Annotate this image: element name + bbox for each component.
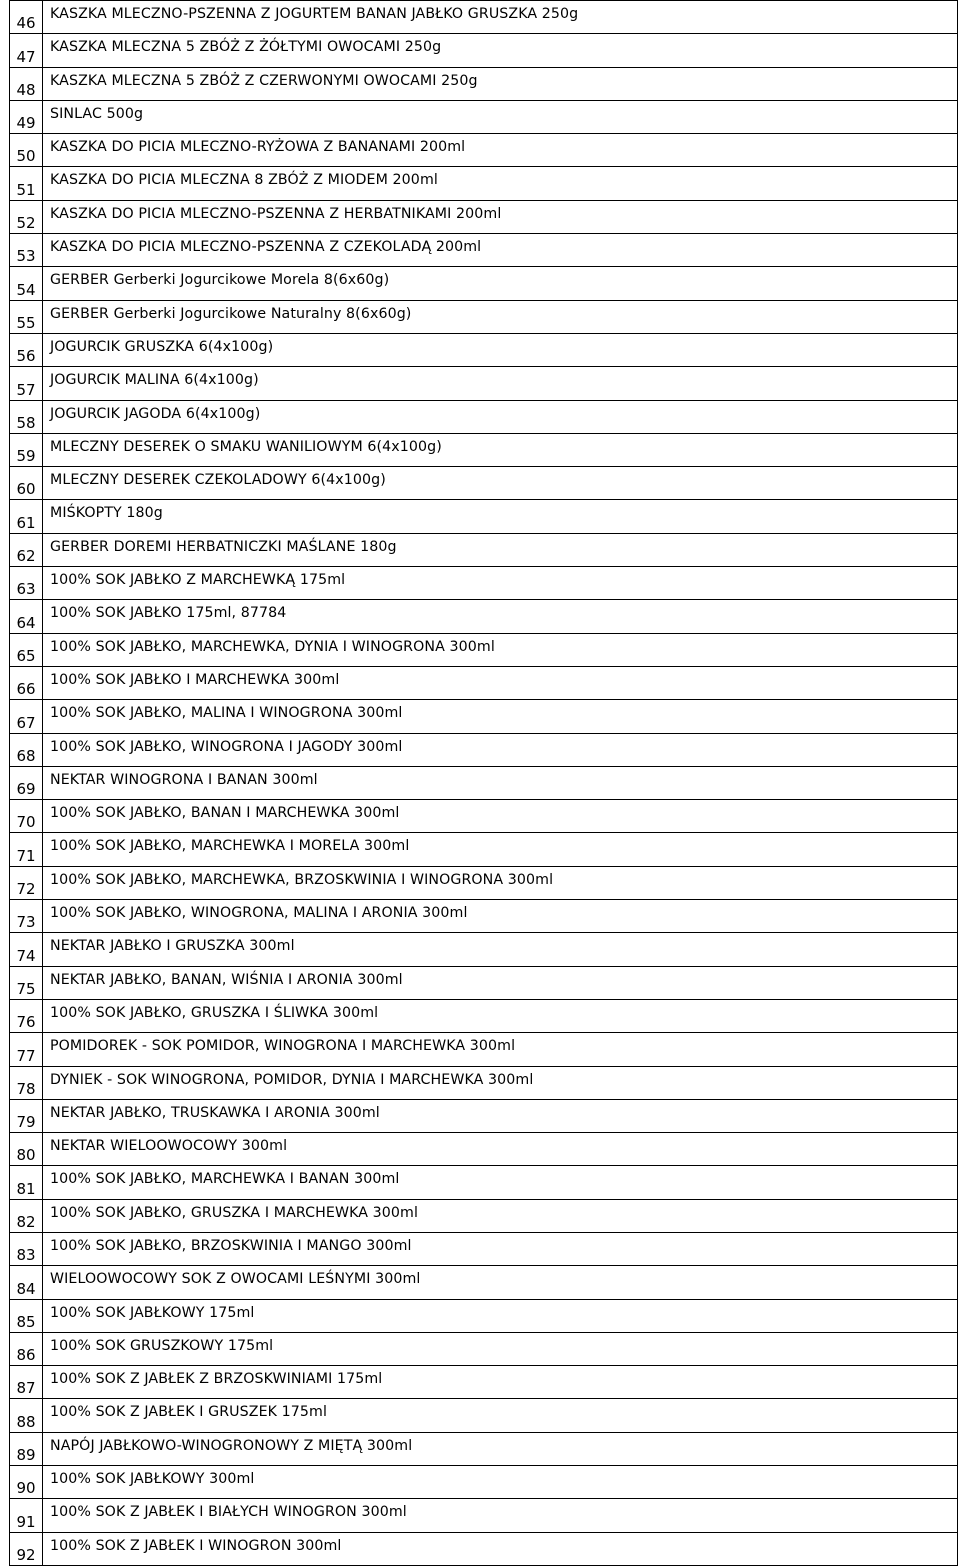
- table-row: [10, 1332, 958, 1365]
- table-row: [10, 833, 958, 866]
- product-name: JOGURCIK JAGODA 6(4x100g): [43, 400, 958, 433]
- row-number: 74: [10, 933, 43, 966]
- row-number: 55: [10, 300, 43, 333]
- table-row: [10, 167, 958, 200]
- product-table: [9, 0, 958, 1566]
- row-number: 72: [10, 866, 43, 899]
- row-number: 46: [10, 1, 43, 34]
- product-name: 100% SOK JABŁKO, MARCHEWKA I MORELA 300ml: [43, 833, 958, 866]
- table-row: [10, 733, 958, 766]
- table-row: [10, 1366, 958, 1399]
- table-row: [10, 1466, 958, 1499]
- product-name: MIŚKOPTY 180g: [43, 500, 958, 533]
- product-name: KASZKA MLECZNA 5 ZBÓŻ Z ŻÓŁTYMI OWOCAMI 250g: [43, 34, 958, 67]
- table-row: [10, 1099, 958, 1132]
- table-row: [10, 100, 958, 133]
- row-number: 71: [10, 833, 43, 866]
- product-name: 100% SOK JABŁKO, WINOGRONA I JAGODY 300ml: [43, 733, 958, 766]
- product-name: 100% SOK Z JABŁEK I GRUSZEK 175ml: [43, 1399, 958, 1432]
- table-row: [10, 999, 958, 1032]
- product-name: 100% SOK JABŁKO, MARCHEWKA, BRZOSKWINIA I WINOGRONA 300ml: [43, 866, 958, 899]
- table-row: [10, 1232, 958, 1265]
- row-number: 78: [10, 1066, 43, 1099]
- table-row: [10, 1033, 958, 1066]
- table-row: [10, 966, 958, 999]
- table-row: [10, 367, 958, 400]
- product-name: KASZKA DO PICIA MLECZNO-PSZENNA Z CZEKOLADĄ 200ml: [43, 234, 958, 267]
- product-name: 100% SOK JABŁKOWY 300ml: [43, 1466, 958, 1499]
- row-number: 50: [10, 134, 43, 167]
- product-name: 100% SOK JABŁKO, MALINA I WINOGRONA 300ml: [43, 700, 958, 733]
- table-row: [10, 666, 958, 699]
- product-name: NEKTAR JABŁKO, TRUSKAWKA I ARONIA 300ml: [43, 1099, 958, 1132]
- table-row: [10, 567, 958, 600]
- product-name: MLECZNY DESEREK CZEKOLADOWY 6(4x100g): [43, 467, 958, 500]
- row-number: 54: [10, 267, 43, 300]
- row-number: 64: [10, 600, 43, 633]
- product-name: MLECZNY DESEREK O SMAKU WANILIOWYM 6(4x100g): [43, 433, 958, 466]
- row-number: 85: [10, 1299, 43, 1332]
- row-number: 51: [10, 167, 43, 200]
- table-row: [10, 1, 958, 34]
- product-name: POMIDOREK - SOK POMIDOR, WINOGRONA I MARCHEWKA 300ml: [43, 1033, 958, 1066]
- row-number: 70: [10, 800, 43, 833]
- table-row: [10, 933, 958, 966]
- product-name: 100% SOK Z JABŁEK Z BRZOSKWINIAMI 175ml: [43, 1366, 958, 1399]
- product-name: 100% SOK JABŁKO, MARCHEWKA, DYNIA I WINOGRONA 300ml: [43, 633, 958, 666]
- table-row: [10, 300, 958, 333]
- product-name: KASZKA DO PICIA MLECZNO-RYŻOWA Z BANANAMI 200ml: [43, 134, 958, 167]
- row-number: 65: [10, 633, 43, 666]
- table-row: [10, 700, 958, 733]
- row-number: 75: [10, 966, 43, 999]
- table-row: [10, 1399, 958, 1432]
- product-name: 100% SOK JABŁKO, WINOGRONA, MALINA I ARONIA 300ml: [43, 900, 958, 933]
- table-row: [10, 866, 958, 899]
- table-row: [10, 1066, 958, 1099]
- table-row: [10, 267, 958, 300]
- table-row: [10, 1299, 958, 1332]
- row-number: 69: [10, 766, 43, 799]
- table-row: [10, 1166, 958, 1199]
- row-number: 83: [10, 1232, 43, 1265]
- table-row: [10, 1432, 958, 1465]
- product-name: NAPÓJ JABŁKOWO-WINOGRONOWY Z MIĘTĄ 300ml: [43, 1432, 958, 1465]
- product-name: 100% SOK JABŁKO, GRUSZKA I MARCHEWKA 300ml: [43, 1199, 958, 1232]
- table-row: [10, 400, 958, 433]
- table-row: [10, 67, 958, 100]
- row-number: 47: [10, 34, 43, 67]
- table-row: [10, 234, 958, 267]
- table-row: [10, 600, 958, 633]
- product-name: KASZKA DO PICIA MLECZNA 8 ZBÓŻ Z MIODEM 200ml: [43, 167, 958, 200]
- product-name: NEKTAR JABŁKO I GRUSZKA 300ml: [43, 933, 958, 966]
- row-number: 89: [10, 1432, 43, 1465]
- row-number: 52: [10, 200, 43, 233]
- row-number: 48: [10, 67, 43, 100]
- table-row: [10, 1266, 958, 1299]
- row-number: 88: [10, 1399, 43, 1432]
- product-name: 100% SOK JABŁKO Z MARCHEWKĄ 175ml: [43, 567, 958, 600]
- product-name: KASZKA DO PICIA MLECZNO-PSZENNA Z HERBATNIKAMI 200ml: [43, 200, 958, 233]
- row-number: 76: [10, 999, 43, 1032]
- table-row: [10, 34, 958, 67]
- product-name: JOGURCIK GRUSZKA 6(4x100g): [43, 333, 958, 366]
- product-name: SINLAC 500g: [43, 100, 958, 133]
- table-row: [10, 633, 958, 666]
- row-number: 68: [10, 733, 43, 766]
- row-number: 90: [10, 1466, 43, 1499]
- row-number: 67: [10, 700, 43, 733]
- row-number: 62: [10, 533, 43, 566]
- table-row: [10, 1199, 958, 1232]
- table-row: [10, 134, 958, 167]
- product-name: 100% SOK Z JABŁEK I BIAŁYCH WINOGRON 300ml: [43, 1499, 958, 1532]
- table-row: [10, 1133, 958, 1166]
- table-row: [10, 766, 958, 799]
- product-name: GERBER Gerberki Jogurcikowe Morela 8(6x60g): [43, 267, 958, 300]
- row-number: 87: [10, 1366, 43, 1399]
- product-name: JOGURCIK MALINA 6(4x100g): [43, 367, 958, 400]
- row-number: 80: [10, 1133, 43, 1166]
- product-name: 100% SOK JABŁKO 175ml, 87784: [43, 600, 958, 633]
- row-number: 81: [10, 1166, 43, 1199]
- product-name: KASZKA MLECZNO-PSZENNA Z JOGURTEM BANAN JABŁKO GRUSZKA 250g: [43, 1, 958, 34]
- product-name: 100% SOK JABŁKO, MARCHEWKA I BANAN 300ml: [43, 1166, 958, 1199]
- table-row: [10, 900, 958, 933]
- product-name: 100% SOK JABŁKOWY 175ml: [43, 1299, 958, 1332]
- product-name: 100% SOK JABŁKO, BANAN I MARCHEWKA 300ml: [43, 800, 958, 833]
- product-name: 100% SOK Z JABŁEK I WINOGRON 300ml: [43, 1532, 958, 1565]
- product-name: KASZKA MLECZNA 5 ZBÓŻ Z CZERWONYMI OWOCAMI 250g: [43, 67, 958, 100]
- table-row: [10, 433, 958, 466]
- row-number: 61: [10, 500, 43, 533]
- product-name: DYNIEK - SOK WINOGRONA, POMIDOR, DYNIA I MARCHEWKA 300ml: [43, 1066, 958, 1099]
- table-row: [10, 500, 958, 533]
- row-number: 91: [10, 1499, 43, 1532]
- row-number: 53: [10, 234, 43, 267]
- product-name: 100% SOK GRUSZKOWY 175ml: [43, 1332, 958, 1365]
- table-row: [10, 467, 958, 500]
- row-number: 73: [10, 900, 43, 933]
- table-row: [10, 533, 958, 566]
- row-number: 82: [10, 1199, 43, 1232]
- row-number: 79: [10, 1099, 43, 1132]
- product-name: GERBER DOREMI HERBATNICZKI MAŚLANE 180g: [43, 533, 958, 566]
- product-name: 100% SOK JABŁKO, GRUSZKA I ŚLIWKA 300ml: [43, 999, 958, 1032]
- product-name: NEKTAR WINOGRONA I BANAN 300ml: [43, 766, 958, 799]
- row-number: 59: [10, 433, 43, 466]
- row-number: 60: [10, 467, 43, 500]
- table-row: [10, 200, 958, 233]
- row-number: 63: [10, 567, 43, 600]
- table-row: [10, 800, 958, 833]
- row-number: 49: [10, 100, 43, 133]
- product-name: 100% SOK JABŁKO I MARCHEWKA 300ml: [43, 666, 958, 699]
- row-number: 86: [10, 1332, 43, 1365]
- row-number: 84: [10, 1266, 43, 1299]
- row-number: 58: [10, 400, 43, 433]
- row-number: 57: [10, 367, 43, 400]
- product-name: NEKTAR JABŁKO, BANAN, WIŚNIA I ARONIA 300ml: [43, 966, 958, 999]
- product-name: NEKTAR WIELOOWOCOWY 300ml: [43, 1133, 958, 1166]
- row-number: 66: [10, 666, 43, 699]
- table-row: [10, 1532, 958, 1565]
- table-row: [10, 333, 958, 366]
- row-number: 56: [10, 333, 43, 366]
- table-row: [10, 1499, 958, 1532]
- product-name: WIELOOWOCOWY SOK Z OWOCAMI LEŚNYMI 300ml: [43, 1266, 958, 1299]
- row-number: 77: [10, 1033, 43, 1066]
- product-name: 100% SOK JABŁKO, BRZOSKWINIA I MANGO 300ml: [43, 1232, 958, 1265]
- product-name: GERBER Gerberki Jogurcikowe Naturalny 8(6x60g): [43, 300, 958, 333]
- row-number: 92: [10, 1532, 43, 1565]
